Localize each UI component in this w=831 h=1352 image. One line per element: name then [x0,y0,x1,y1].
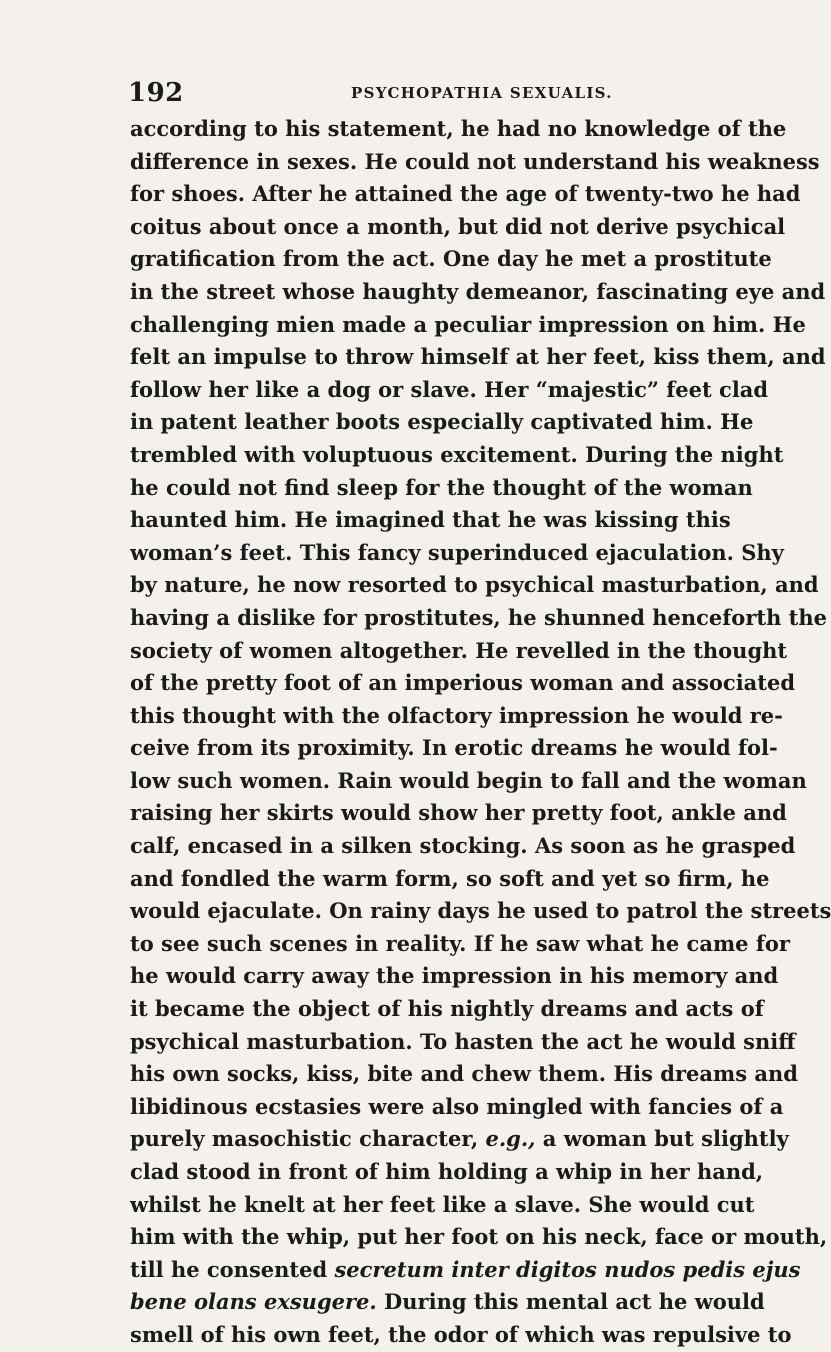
text-line: follow her like a dog or slave. Her “majestic” feet clad [130,376,769,402]
text-line: raising her skirts would show her pretty foot, ankle and [130,800,787,826]
text-line: in patent leather boots especially captivated him. He [130,409,754,435]
text-line: would ejaculate. On rainy days he used to patrol the streets [130,898,831,924]
text-line: by nature, he now resorted to psychical masturbation, and [130,572,819,598]
text-line: difference in sexes. He could not understand his weakness [130,148,820,174]
text-span: During this mental act he would [376,1289,765,1315]
text-line: challenging mien made a peculiar impression on him. He [130,311,806,337]
text-line: gratification from the act. One day he met a prostitute [130,246,772,272]
running-head: PSYCHOPATHIA SEXUALIS. [351,84,613,102]
text-line: it became the object of his nightly dreams and acts of [130,996,764,1022]
text-line: psychical masturbation. To hasten the act he would sniff [130,1028,796,1054]
body-text [130,113,831,1352]
text-line: he would carry away the impression in his memory and [130,963,779,989]
text-line: coitus about once a month, but did not derive psychical [130,213,786,239]
text-line: in the street whose haughty demeanor, fascinating eye and [130,278,826,304]
text-line: whilst he knelt at her feet like a slave. She would cut [130,1191,755,1217]
text-line [130,1286,765,1319]
page-number: 192 [128,78,184,108]
text-line: clad stood in front of him holding a whip in her hand, [130,1159,764,1184]
text-line: and fondled the warm form, so soft and yet so firm, he [130,865,770,891]
text-line: having a dislike for prostitutes, he shunned henceforth the [130,604,827,630]
text-line: this thought with the olfactory impression he would re- [130,702,783,728]
italic-text: e.g., [485,1126,536,1152]
text-line: his own socks, kiss, bite and chew them. His dreams and [130,1061,798,1087]
text-line: woman’s feet. This fancy superinduced ejaculation. Shy [130,539,784,565]
text-line: to see such scenes in reality. If he saw what he came for [130,930,790,956]
text-line: smell of his own feet, the odor of which was repulsive to [130,1321,792,1347]
text-line: ceive from its proximity. In erotic dreams he would fol- [130,735,778,761]
text-line: for shoes. After he attained the age of twenty-two he had [130,181,801,207]
text-line: libidinous ecstasies were also mingled with fancies of a [130,1093,784,1119]
text-span: till he consented [130,1256,335,1282]
text-span: purely masochistic character, [130,1126,486,1152]
text-line: low such women. Rain would begin to fall and the woman [130,767,807,793]
text-line [130,1123,789,1156]
text-line: society of women altogether. He revelled in the thought [130,637,788,663]
text-span: a woman but slightly [535,1126,789,1152]
text-line: he could not find sleep for the thought of the woman [130,474,753,500]
text-line: felt an impulse to throw himself at her feet, kiss them, and [130,344,826,370]
text-line: him with the whip, put her foot on his neck, face or mouth, [130,1224,828,1250]
text-line [130,1254,801,1287]
page-header [128,78,688,110]
text-line: of the pretty foot of an imperious woman and associated [130,670,796,696]
italic-text: bene olans exsugere. [130,1289,377,1315]
text-line: trembled with voluptuous excitement. During the night [130,441,784,467]
italic-text: secretum inter digitos nudos pedis ejus [334,1256,801,1282]
text-line: according to his statement, he had no knowledge of the [130,116,787,141]
text-line: haunted him. He imagined that he was kissing this [130,507,731,533]
text-line: calf, encased in a silken stocking. As soon as he grasped [130,833,796,859]
